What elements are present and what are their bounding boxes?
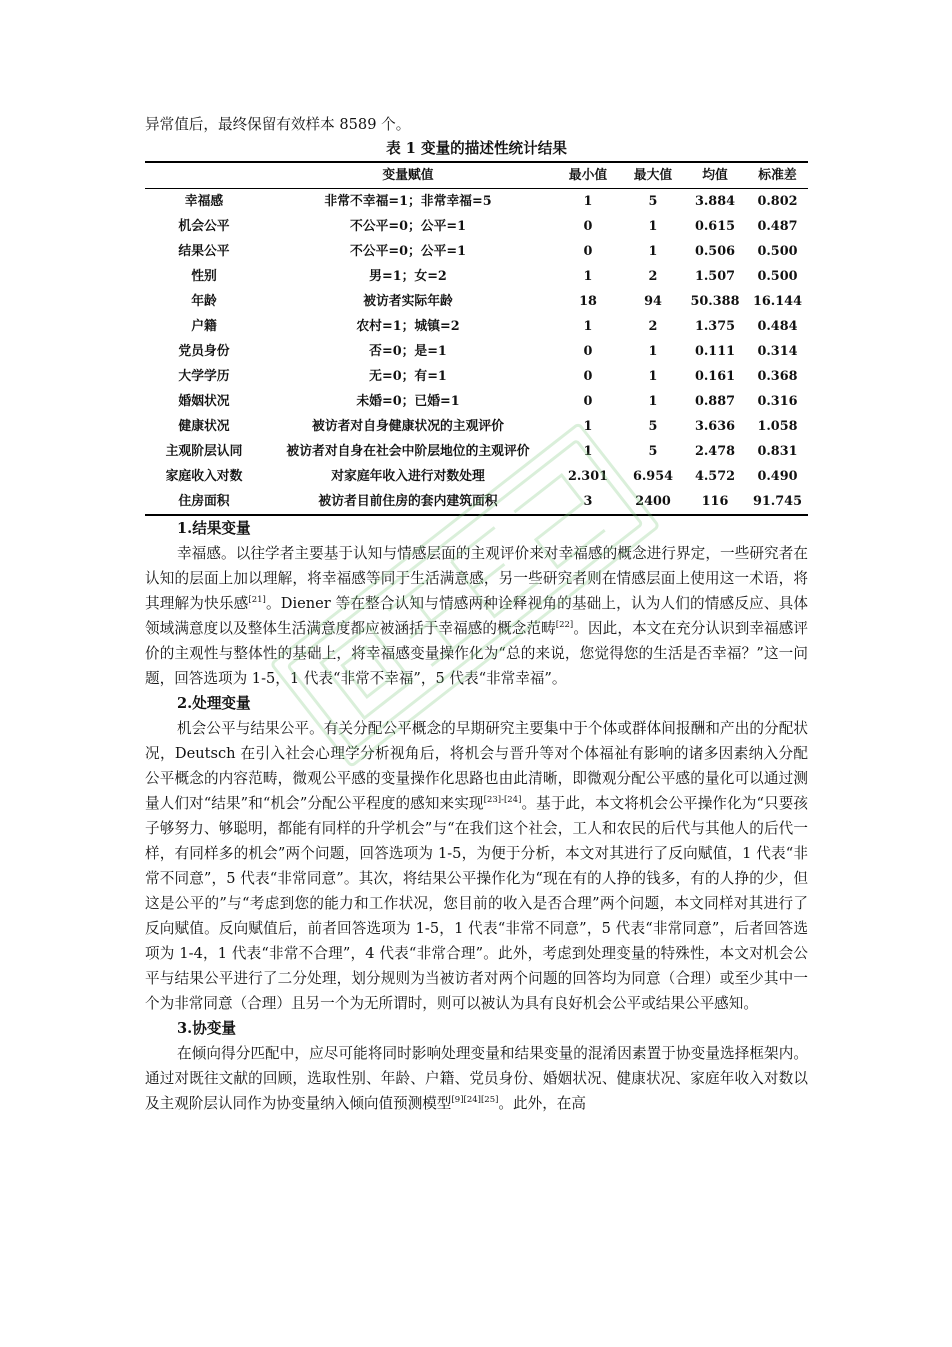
- cell-assignment: 非常不幸福=1；非常幸福=5: [324, 194, 492, 209]
- cell-min: 0: [583, 244, 593, 259]
- cell-sd: 91.745: [753, 494, 802, 509]
- cell-max: 6.954: [632, 469, 674, 484]
- table-caption: 表 1 变量的描述性统计结果: [386, 140, 567, 157]
- paragraph-text: 。Diener 等在整合认知与情感两种诠释视角的基础上，认为人们的情感反应、具体领域满意度以及整体生活满意度都应被涵括于幸福感的概念范畴: [145, 595, 808, 637]
- section-heading: 3.协变量: [177, 1020, 237, 1037]
- cell-mean: 116: [701, 494, 729, 509]
- cell-max: 1: [648, 394, 658, 409]
- cell-assignment: 农村=1；城镇=2: [356, 319, 460, 334]
- cell-sd: 0.831: [757, 444, 798, 459]
- cell-min: 1: [583, 419, 593, 434]
- cell-variable-name: 户籍: [191, 319, 217, 334]
- body-sections: [145, 516, 808, 1116]
- table-row: [145, 464, 808, 489]
- cell-max: 1: [648, 244, 658, 259]
- header-min: 最小值: [553, 162, 623, 189]
- table-row: [145, 414, 808, 439]
- table-row: [145, 364, 808, 389]
- cell-assignment: 对家庭年收入进行对数处理: [331, 469, 485, 484]
- cell-sd: 0.500: [757, 269, 798, 284]
- header-sd: 标准差: [747, 162, 808, 189]
- cell-assignment: 不公平=0；公平=1: [349, 219, 467, 234]
- header-mean: 均值: [683, 162, 747, 189]
- header-max: 最大值: [623, 162, 683, 189]
- cell-variable-name: 性别: [191, 269, 217, 284]
- cell-min: 1: [583, 194, 593, 209]
- paragraph-text: 在倾向得分匹配中，应尽可能将同时影响处理变量和结果变量的混淆因素置于协变量选择框架内。通过对既往文献的回顾，选取性别、年龄、户籍、党员身份、婚姻状况、健康状况、家庭年收入对数以及主观阶层认同作为协变量纳入倾向值预测模型: [145, 1045, 808, 1112]
- cell-sd: 16.144: [753, 294, 802, 309]
- cell-sd: 0.316: [757, 394, 798, 409]
- cell-assignment: 男=1；女=2: [369, 269, 447, 284]
- cell-sd: 0.487: [757, 219, 798, 234]
- citation-ref: [22]: [555, 620, 574, 631]
- section-heading: 1.结果变量: [177, 520, 251, 537]
- cell-variable-name: 机会公平: [178, 219, 230, 234]
- cell-max: 2: [648, 269, 658, 284]
- cell-max: 5: [648, 194, 658, 209]
- cell-min: 3: [583, 494, 593, 509]
- cell-variable-name: 主观阶层认同: [165, 444, 243, 459]
- body-paragraph: [145, 716, 808, 1016]
- paragraph-text: 机会公平与结果公平。有关分配公平概念的早期研究主要集中于个体或群体间报酬和产出的分配状况，Deutsch 在引入社会心理学分析视角后，将机会与晋升等对个体福祉有影响的诸多因素纳入分配公平概念的内容范畴，微观公平感的变量操作化思路也由此清晰，即微观分配公平感的量化可以通过测量人们对“结果”和“机会”分配公平程度的感知来实现: [145, 720, 808, 812]
- cell-variable-name: 幸福感: [184, 194, 224, 209]
- table-row: [145, 389, 808, 414]
- descriptive-stats-table: [145, 161, 808, 516]
- intro-line: 异常值后，最终保留有效样本 8589 个。: [145, 116, 411, 133]
- table-row: [145, 489, 808, 515]
- cell-assignment: 否=0；是=1: [369, 344, 447, 359]
- paragraph-text: 。基于此，本文将机会公平操作化为“只要孩子够努力、够聪明，都能有同样的升学机会”与“在我们这个社会，工人和农民的后代与其他人的后代一样，有同样多的机会”两个问题，回答选项为 1-5，为便于分析，本文对其进行了反向赋值，1 代表“非常不同意”，5 代表“非常同意”。其次，将结果公平操作化为“现在有的人挣的钱多，有的人挣的少，但这是公平的”与“考虑到您的能力和工作状况，您目前的收入是否合理”两个问题，本文同样对其进行了反向赋值。反向赋值后，前者回答选项为 1-5，1 代表“非常不同意”，5 代表“非常同意”，后者回答选项为 1-4，1 代表“非常不合理”，4 代表“非常合理”。此外，考虑到处理变量的特殊性，本文对机会公平与结果公平进行了二分处理，划分规则为当被访者对两个问题的回答均为同意（合理）或至少其中一个为非常同意（合理）且另一个为无所谓时，则可以被认为具有良好机会公平或结果公平感知。: [145, 795, 808, 1012]
- cell-min: 1: [583, 269, 593, 284]
- cell-variable-name: 党员身份: [178, 344, 230, 359]
- table-row: [145, 239, 808, 264]
- cell-sd: 1.058: [757, 419, 798, 434]
- cell-mean: 2.478: [694, 444, 736, 459]
- cell-min: 0: [583, 369, 593, 384]
- paragraph-text: 。此外，在高: [498, 1095, 586, 1112]
- cell-sd: 0.500: [757, 244, 798, 259]
- cell-mean: 1.507: [694, 269, 736, 284]
- cell-sd: 0.314: [757, 344, 798, 359]
- cell-assignment: 未婚=0；已婚=1: [356, 394, 460, 409]
- cell-sd: 0.368: [757, 369, 798, 384]
- paragraph-text: 。因此，本文在充分认识到幸福感评价的主观性与整体性的基础上，将幸福感变量操作化为“总的来说，您觉得您的生活是否幸福？”这一问题，回答选项为 1-5，1 代表“非常不幸福”，5 代表“非常幸福”。: [145, 620, 808, 687]
- citation-ref: [9][24][25]: [451, 1095, 499, 1106]
- body-paragraph: [145, 541, 808, 691]
- cell-mean: 0.161: [694, 369, 736, 384]
- cell-variable-name: 结果公平: [178, 244, 230, 259]
- cell-assignment: 被访者目前住房的套内建筑面积: [318, 494, 498, 509]
- cell-min: 1: [583, 444, 593, 459]
- cell-mean: 3.636: [694, 419, 736, 434]
- cell-mean: 50.388: [690, 294, 740, 309]
- table-row: [145, 339, 808, 364]
- cell-assignment: 被访者实际年龄: [363, 294, 453, 309]
- cell-assignment: 无=0；有=1: [369, 369, 447, 384]
- cell-mean: 3.884: [694, 194, 736, 209]
- cell-max: 2400: [635, 494, 671, 509]
- cell-sd: 0.802: [757, 194, 798, 209]
- cell-variable-name: 健康状况: [178, 419, 230, 434]
- cell-max: 1: [648, 344, 658, 359]
- cell-max: 1: [648, 219, 658, 234]
- table-row: [145, 214, 808, 239]
- header-assignment: 变量赋值: [263, 162, 553, 189]
- cell-mean: 4.572: [694, 469, 736, 484]
- citation-ref: [23]-[24]: [483, 795, 522, 806]
- cell-variable-name: 家庭收入对数: [165, 469, 243, 484]
- document-page: [145, 112, 808, 1116]
- table-row: [145, 314, 808, 339]
- section-heading: 2.处理变量: [177, 695, 251, 712]
- cell-mean: 0.887: [694, 394, 736, 409]
- cell-assignment: 被访者对自身在社会中阶层地位的主观评价: [286, 444, 530, 459]
- cell-mean: 0.111: [694, 344, 736, 359]
- cell-min: 0: [583, 344, 593, 359]
- cell-min: 18: [579, 294, 597, 309]
- table-row: [145, 189, 808, 215]
- cell-variable-name: 年龄: [191, 294, 217, 309]
- cell-min: 1: [583, 319, 593, 334]
- cell-sd: 0.490: [757, 469, 798, 484]
- cell-max: 5: [648, 444, 658, 459]
- cell-max: 1: [648, 369, 658, 384]
- body-paragraph: [145, 1041, 808, 1116]
- header-name: [145, 162, 263, 189]
- cell-max: 2: [648, 319, 658, 334]
- cell-variable-name: 婚姻状况: [178, 394, 230, 409]
- cell-mean: 0.615: [694, 219, 736, 234]
- paragraph-text: 幸福感。以往学者主要基于认知与情感层面的主观评价来对幸福感的概念进行界定，一些研究者在认知的层面上加以理解，将幸福感等同于生活满意感，另一些研究者则在情感层面上使用这一术语，将其理解为快乐感: [145, 545, 808, 612]
- cell-variable-name: 住房面积: [178, 494, 230, 509]
- cell-min: 2.301: [567, 469, 609, 484]
- cell-max: 5: [648, 419, 658, 434]
- cell-max: 94: [644, 294, 662, 309]
- table-row: [145, 264, 808, 289]
- cell-variable-name: 大学学历: [178, 369, 230, 384]
- cell-mean: 0.506: [694, 244, 736, 259]
- table-body: [145, 189, 808, 516]
- cell-mean: 1.375: [694, 319, 736, 334]
- citation-ref: [21]: [248, 595, 266, 606]
- cell-min: 0: [583, 219, 593, 234]
- cell-assignment: 不公平=0；公平=1: [349, 244, 467, 259]
- table-row: [145, 289, 808, 314]
- cell-min: 0: [583, 394, 593, 409]
- table-row: [145, 439, 808, 464]
- table-header: [145, 162, 808, 189]
- cell-sd: 0.484: [757, 319, 798, 334]
- cell-assignment: 被访者对自身健康状况的主观评价: [312, 419, 504, 434]
